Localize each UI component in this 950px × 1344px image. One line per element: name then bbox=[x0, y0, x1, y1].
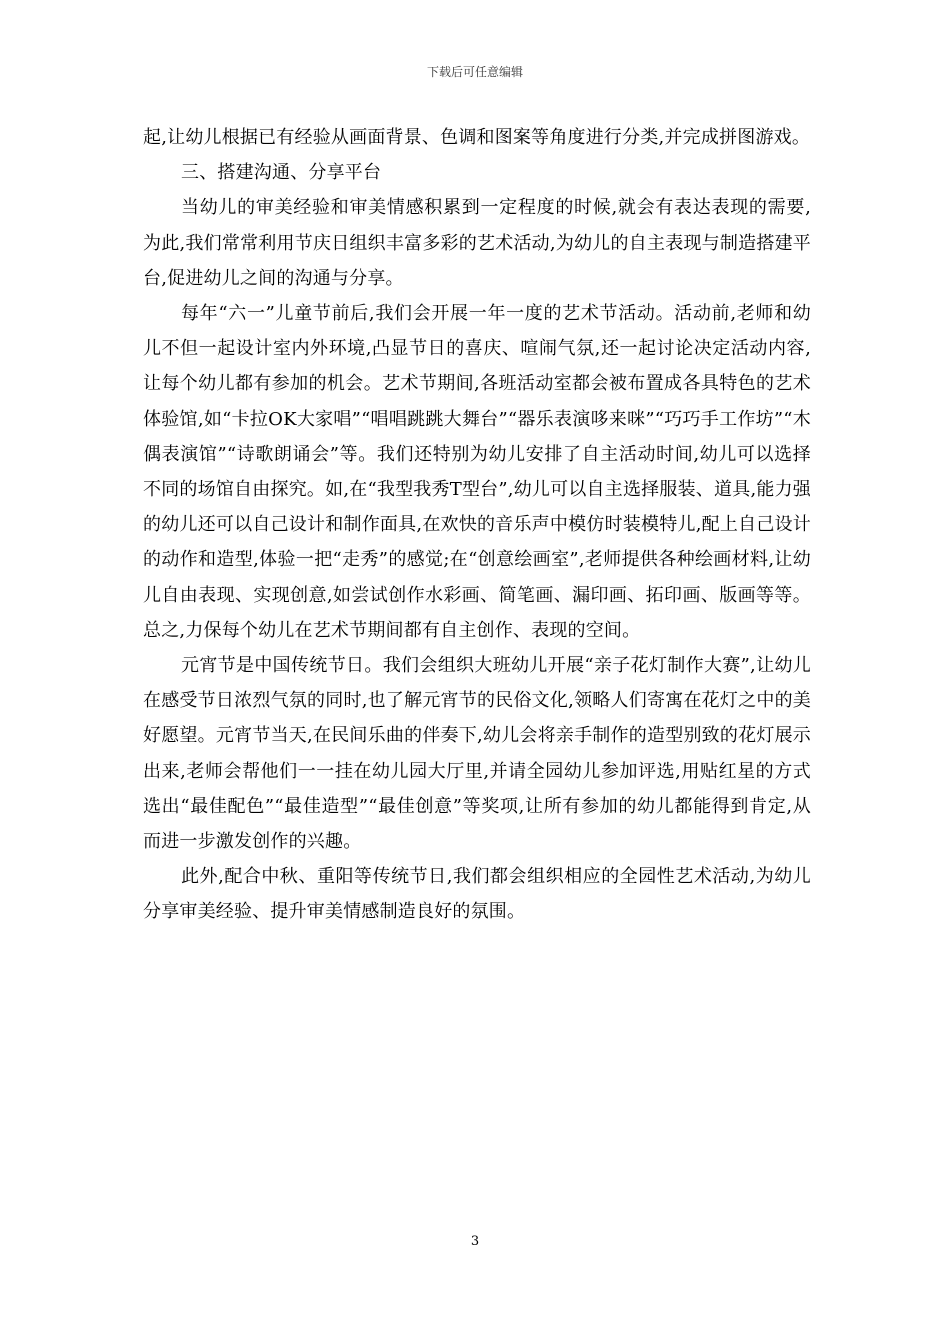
paragraph-art-festival: 每年“六一”儿童节前后,我们会开展一年一度的艺术节活动。活动前,老师和幼儿不但一起设计室内外环境,凸显节日的喜庆、喧闹气氛,还一起讨论决定活动内容,让每个幼儿都有参加的机会。艺术节期间,各班活动室都会被布置成各具特色的艺术体验馆,如“卡拉OK大家唱”“唱唱跳跳大舞台”“器乐表演哆来咪”“巧巧手工作坊”“木偶表演馆”“诗歌朗诵会”等。我们还特别为幼儿安排了自主活动时间,幼儿可以选择不同的场馆自由探究。如,在“我型我秀T型台”,幼儿可以自主选择服装、道具,能力强的幼儿还可以自己设计和制作面具,在欢快的音乐声中模仿时装模特儿,配上自己设计的动作和造型,体验一把“走秀”的感觉;在“创意绘画室”,老师提供各种绘画材料,让幼儿自由表现、实现创意,如尝试创作水彩画、简笔画、漏印画、拓印画、版画等等。总之,力保每个幼儿在艺术节期间都有自主创作、表现的空间。 bbox=[143, 303, 811, 641]
page-number: 3 bbox=[470, 1234, 480, 1249]
paragraph-traditional-festivals: 此外,配合中秋、重阳等传统节日,我们都会组织相应的全园性艺术活动,为幼儿分享审美经验、提升审美情感制造良好的氛围。 bbox=[143, 866, 811, 923]
section-heading: 三、搭建沟通、分享平台 bbox=[181, 162, 382, 184]
page-header: 下载后可任意编辑 bbox=[426, 65, 523, 79]
paragraph-lantern-festival: 元宵节是中国传统节日。我们会组织大班幼儿开展“亲子花灯制作大赛”,让幼儿在感受节日浓烈气氛的同时,也了解元宵节的民俗文化,领略人们寄寓在花灯之中的美好愿望。元宵节当天,在民间乐曲的伴奏下,幼儿会将亲手制作的造型别致的花灯展示出来,老师会帮他们一一挂在幼儿园大厅里,并请全园幼儿参加评选,用贴红星的方式选出“最佳配色”“最佳造型”“最佳创意”等奖项,让所有参加的幼儿都能得到肯定,从而进一步激发创作的兴趣。 bbox=[143, 655, 811, 853]
paragraph-aesthetic-expression: 当幼儿的审美经验和审美情感积累到一定程度的时候,就会有表达表现的需要,为此,我们常常利用节庆日组织丰富多彩的艺术活动,为幼儿的自主表现与制造搭建平台,促进幼儿之间的沟通与分享。 bbox=[143, 197, 811, 289]
paragraph-continuation: 起,让幼儿根据已有经验从画面背景、色调和图案等角度进行分类,并完成拼图游戏。 bbox=[143, 127, 811, 148]
document-body bbox=[143, 120, 811, 930]
